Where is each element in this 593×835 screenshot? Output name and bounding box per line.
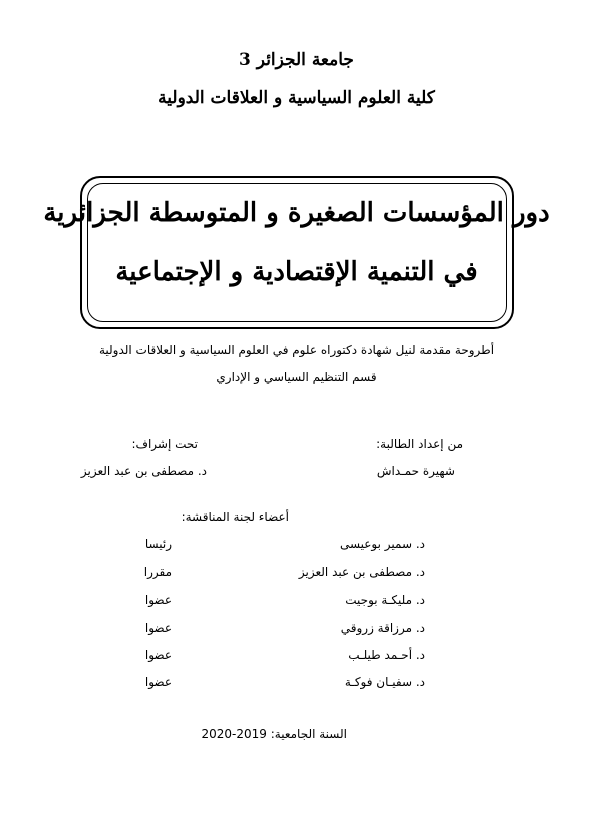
committee-member-role: مقررا bbox=[143, 565, 172, 579]
department-name: قسم التنظيم السياسي و الإداري bbox=[216, 370, 377, 384]
committee-member-role: رئيسا bbox=[144, 537, 172, 551]
committee-member-name: د. مليكـة بوجيت bbox=[345, 593, 425, 607]
university-name: جامعة الجزائر 3 bbox=[239, 50, 354, 70]
academic-year: السنة الجامعية: 2019-2020 bbox=[201, 727, 347, 741]
committee-member-name: د. سفيـان فوكـة bbox=[344, 675, 425, 689]
committee-member-role: عضوا bbox=[144, 593, 172, 607]
committee-member-role: عضوا bbox=[144, 675, 172, 689]
preparer-name: شهيرة حمـداش bbox=[376, 464, 455, 478]
thesis-title-line-1: دور المؤسسات الصغيرة و المتوسطة الجزائرية bbox=[43, 198, 550, 228]
thesis-title-line-2: في التنمية الإقتصادية و الإجتماعية bbox=[115, 257, 478, 287]
committee-member-name: د. أحـمد طيلـب bbox=[348, 648, 425, 662]
committee-member-role: عضوا bbox=[144, 648, 172, 662]
committee-member-name: د. مرزاقة زروقي bbox=[340, 621, 425, 635]
committee-member-name: د. سمير بوعيسى bbox=[339, 537, 425, 551]
faculty-name: كلية العلوم السياسية و العلاقات الدولية bbox=[158, 88, 435, 108]
supervisor-label: تحت إشراف: bbox=[131, 437, 198, 451]
thesis-description: أطروحة مقدمة لنيل شهادة دكتوراه علوم في العلوم السياسية و العلاقات الدولية bbox=[98, 343, 495, 357]
committee-label: أعضاء لجنة المناقشة: bbox=[181, 510, 289, 524]
committee-member-role: عضوا bbox=[144, 621, 172, 635]
preparer-label: من إعداد الطالبة: bbox=[376, 437, 463, 451]
committee-member-name: د. مصطفى بن عبد العزيز bbox=[298, 565, 425, 579]
supervisor-name: د. مصطفى بن عبد العزيز bbox=[80, 464, 207, 478]
